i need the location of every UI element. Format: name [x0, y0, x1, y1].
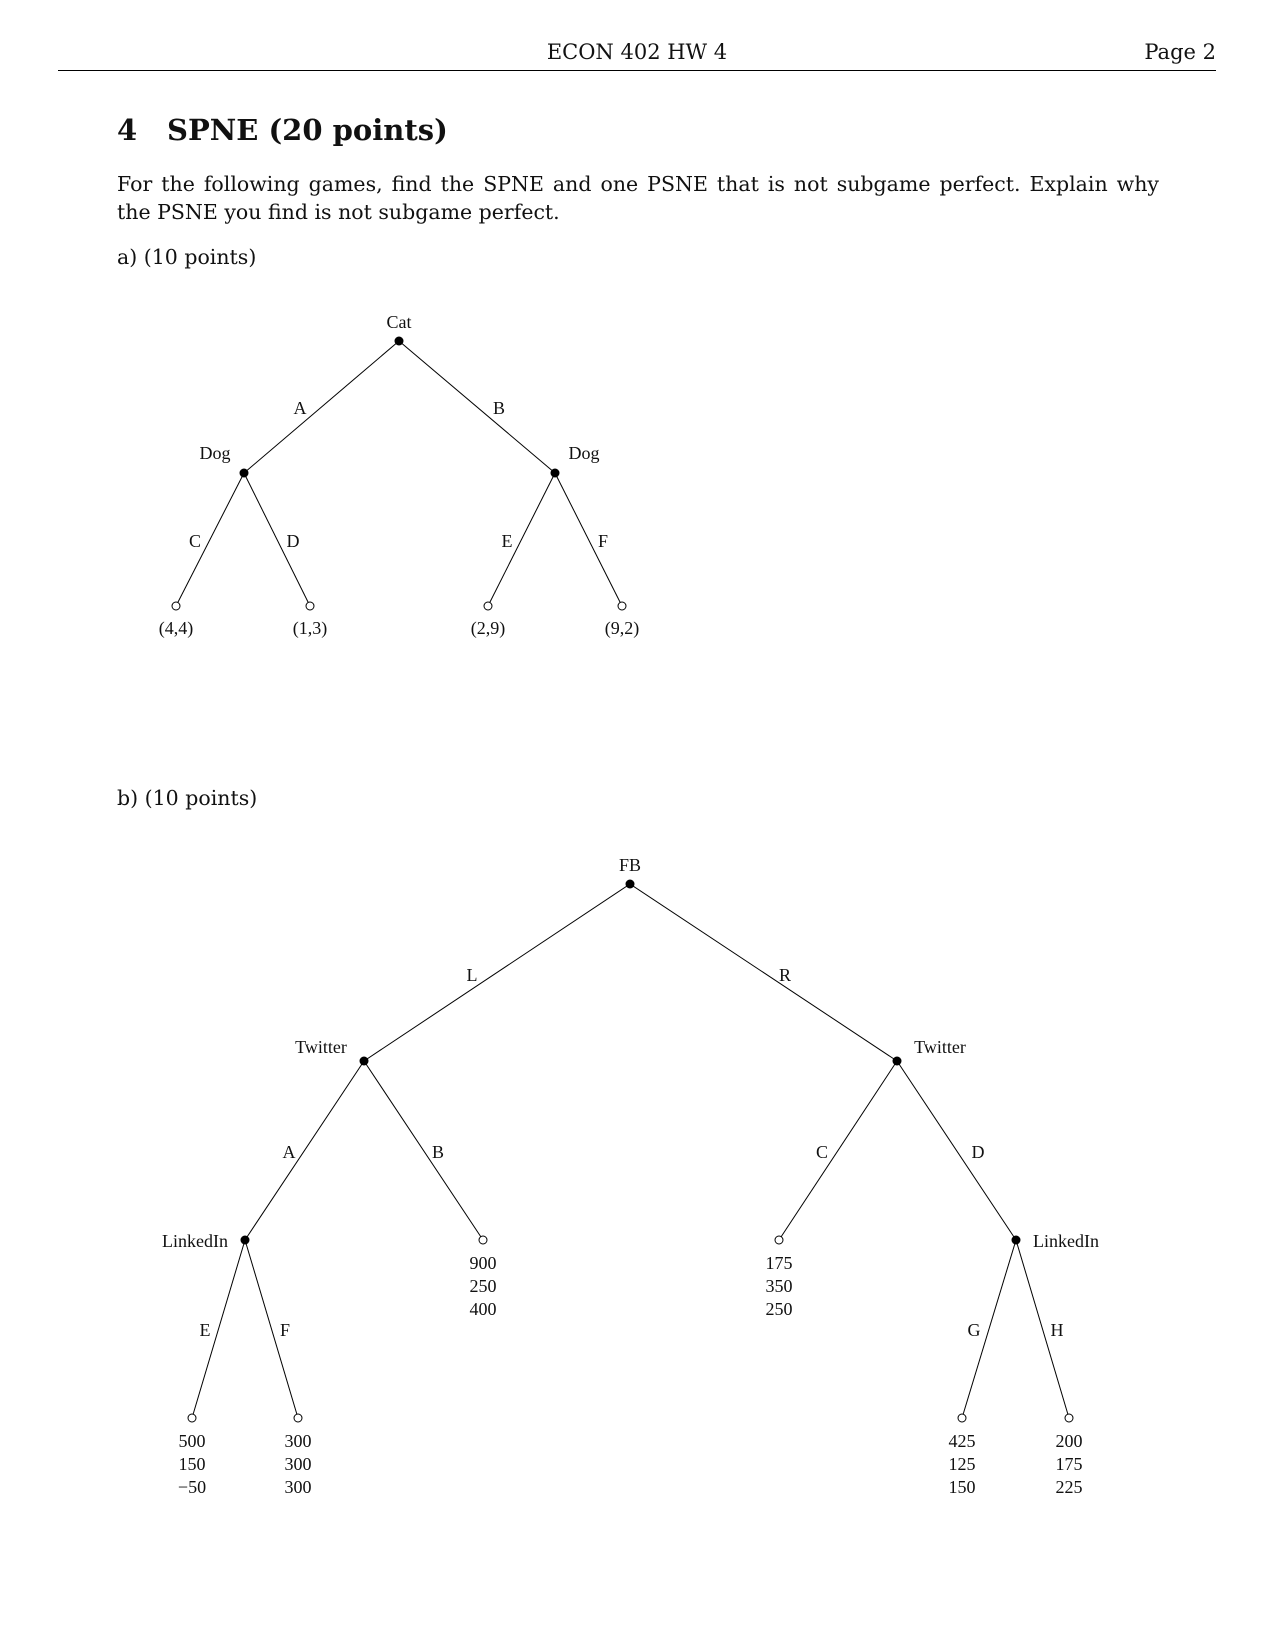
- edge-l: [364, 884, 630, 1061]
- payoff-value: 300: [284, 1431, 312, 1451]
- node-fb: [626, 880, 635, 889]
- action-label-a: A: [293, 398, 307, 418]
- part-b-label: b) (10 points): [117, 786, 258, 810]
- player-label-linkedin-right: LinkedIn: [1033, 1231, 1099, 1251]
- payoff-value: 400: [469, 1299, 497, 1319]
- action-label-h: H: [1050, 1320, 1064, 1340]
- payoff-value: 125: [948, 1454, 976, 1474]
- action-label-b: B: [431, 1142, 445, 1162]
- payoff-value: 225: [1055, 1477, 1083, 1497]
- action-label-d: D: [971, 1142, 985, 1162]
- terminal-node: [958, 1414, 966, 1422]
- payoff-label: (4,4): [158, 618, 194, 638]
- payoff-value: 250: [469, 1276, 497, 1296]
- header-title: ECON 402 HW 4: [546, 40, 728, 64]
- edge-f: [555, 473, 622, 606]
- player-label-twitter-right: Twitter: [914, 1037, 966, 1057]
- edge-c: [176, 473, 244, 606]
- page-number: Page 2: [1144, 40, 1216, 64]
- payoff-value: 175: [1055, 1454, 1083, 1474]
- action-label-c: C: [815, 1142, 829, 1162]
- action-label-f: F: [597, 531, 609, 551]
- payoff-value: 300: [284, 1454, 312, 1474]
- terminal-node: [1065, 1414, 1073, 1422]
- edge-d: [897, 1061, 1016, 1240]
- payoff-label: (1,3): [292, 618, 328, 638]
- terminal-node: [306, 602, 314, 610]
- player-label-twitter-left: Twitter: [295, 1037, 347, 1057]
- player-label-fb: FB: [618, 855, 642, 875]
- node-cat: [395, 337, 404, 346]
- action-label-r: R: [778, 965, 792, 985]
- node-dog-right: [551, 469, 560, 478]
- action-label-g: G: [967, 1320, 981, 1340]
- edge-b: [399, 341, 555, 473]
- action-label-e: E: [199, 1320, 211, 1340]
- action-label-e: E: [501, 531, 513, 551]
- section-title: SPNE (20 points): [167, 113, 448, 147]
- section-number: 4: [117, 113, 138, 147]
- terminal-node: [618, 602, 626, 610]
- edge-a: [245, 1061, 364, 1240]
- terminal-node: [172, 602, 180, 610]
- payoff-label: (2,9): [470, 618, 506, 638]
- edge-e: [488, 473, 555, 606]
- payoff-value: 425: [948, 1431, 976, 1451]
- payoff-value: 900: [469, 1253, 497, 1273]
- edge-r: [630, 884, 897, 1061]
- player-label-dog-left: Dog: [199, 443, 231, 463]
- payoff-value: 175: [765, 1253, 793, 1273]
- player-label-cat: Cat: [386, 312, 412, 332]
- payoff-value: 150: [948, 1477, 976, 1497]
- payoff-value: 350: [765, 1276, 793, 1296]
- action-label-d: D: [286, 531, 300, 551]
- terminal-node: [775, 1236, 783, 1244]
- edge-c: [779, 1061, 897, 1240]
- section-intro: For the following games, find the SPNE and one PSNE that is not subgame perfect. Explain why the PSNE you find is not subgame perfect.: [117, 172, 1159, 224]
- action-label-b: B: [492, 398, 506, 418]
- player-label-linkedin-left: LinkedIn: [162, 1231, 228, 1251]
- action-label-a: A: [282, 1142, 296, 1162]
- edge-d: [244, 473, 310, 606]
- part-a-label: a) (10 points): [117, 245, 257, 269]
- player-label-dog-right: Dog: [568, 443, 600, 463]
- edge-b: [364, 1061, 483, 1240]
- terminal-node: [484, 602, 492, 610]
- payoff-value: 150: [178, 1454, 206, 1474]
- game-tree-b: [162, 855, 1099, 1497]
- payoff-value: 500: [178, 1431, 206, 1451]
- game-tree-a: [159, 312, 640, 639]
- node-twitter-right: [893, 1057, 902, 1066]
- terminal-node: [188, 1414, 196, 1422]
- node-twitter-left: [360, 1057, 369, 1066]
- payoff-label: (9,2): [604, 618, 640, 638]
- payoff-value: −50: [177, 1477, 207, 1497]
- payoff-value: 300: [284, 1477, 312, 1497]
- action-label-l: L: [466, 965, 478, 985]
- edge-f: [245, 1240, 298, 1418]
- terminal-node: [294, 1414, 302, 1422]
- node-linkedin-left: [241, 1236, 250, 1245]
- node-linkedin-right: [1012, 1236, 1021, 1245]
- payoff-value: 200: [1055, 1431, 1083, 1451]
- action-label-f: F: [279, 1320, 291, 1340]
- payoff-value: 250: [765, 1299, 793, 1319]
- action-label-c: C: [188, 531, 202, 551]
- node-dog-left: [240, 469, 249, 478]
- terminal-node: [479, 1236, 487, 1244]
- edge-a: [244, 341, 399, 473]
